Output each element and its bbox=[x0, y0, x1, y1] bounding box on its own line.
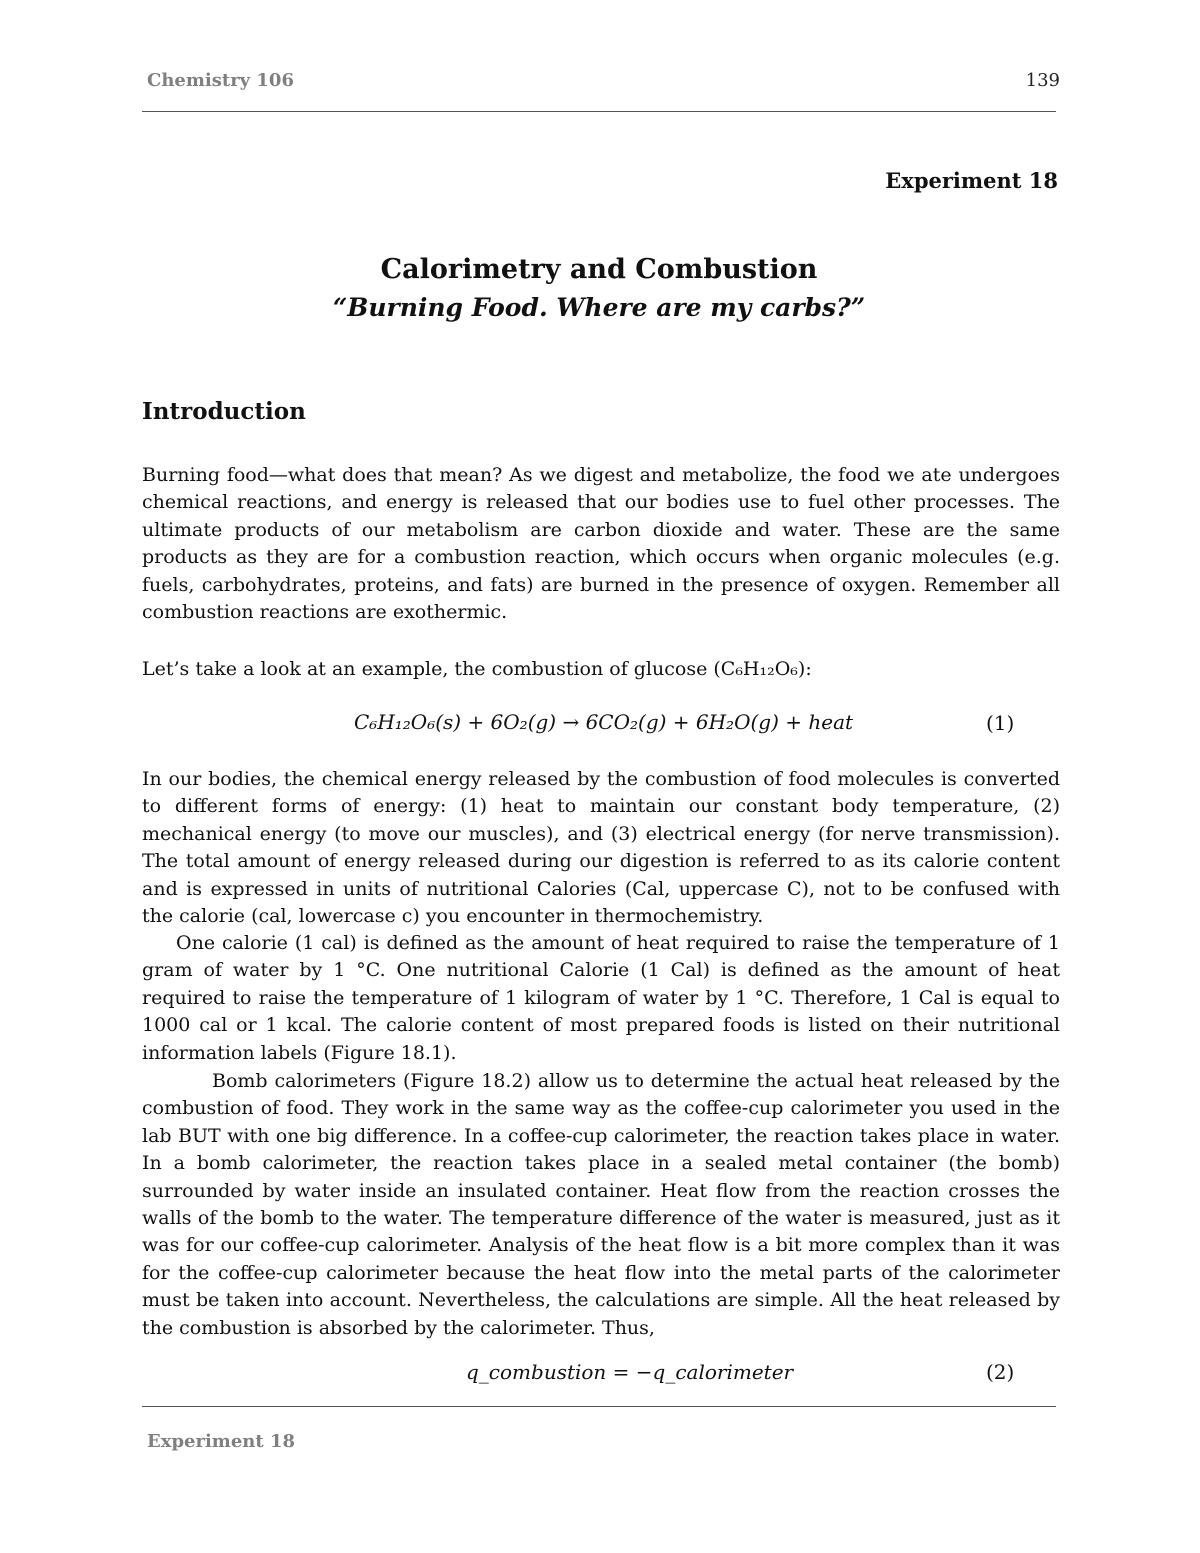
footer-rule bbox=[142, 1406, 1056, 1407]
equation-2-text: q_combustion = −q_calorimeter bbox=[466, 1360, 794, 1384]
equation-1-number: (1) bbox=[986, 711, 1015, 735]
document-title: Calorimetry and Combustion bbox=[380, 254, 818, 285]
equation-1 bbox=[354, 710, 853, 734]
paragraph-example: Let’s take a look at an example, the combustion of glucose (C₆H₁₂O₆): bbox=[142, 658, 812, 680]
paragraph-energy: In our bodies, the chemical energy released by the combustion of food molecules is converted to different forms of energy: (1) heat to maintain our constant body temperature, (2) mechanical energy (to move our muscles), and (3) electrical energy (for nerve transmission). The total amount of energy released during our digestion is referred to as its calorie content and is expressed in units of nutritional Calories (Cal, uppercase C), not to be confused with the calorie (cal, lowercase c) you encounter in thermochemistry. bbox=[142, 768, 1060, 928]
equation-2 bbox=[466, 1360, 793, 1384]
header-page-number: 139 bbox=[1025, 70, 1060, 91]
paragraph-calorie-definition: One calorie (1 cal) is defined as the amount of heat required to raise the temperature of 1 gram of water by 1 °C. One nutritional Calorie (1 Cal) is defined as the amount of heat required to raise the temperature of 1 kilogram of water by 1 °C. Therefore, 1 Cal is equal to 1000 cal or 1 kcal. The calorie content of most prepared foods is listed on their nutritional information labels (Figure 18.1). bbox=[142, 932, 1060, 1064]
paragraph-intro: Burning food—what does that mean? As we digest and metabolize, the food we ate undergoes chemical reactions, and energy is released that our bodies use to fuel other processes. The ultimate products of our metabolism are carbon dioxide and water. These are the same products as they are for a combustion reaction, which occurs when organic molecules (e.g. fuels, carbohydrates, proteins, and fats) are burned in the presence of oxygen. Remember all combustion reactions are exothermic. bbox=[142, 464, 1060, 624]
experiment-label: Experiment 18 bbox=[885, 168, 1058, 193]
document-subtitle: “Burning Food. Where are my carbs?” bbox=[332, 293, 866, 322]
header-course: Chemistry 106 bbox=[147, 70, 294, 91]
header-rule bbox=[142, 111, 1056, 112]
equation-1-text: C₆H₁₂O₆(s) + 6O₂(g) → 6CO₂(g) + 6H₂O(g) + heat bbox=[354, 710, 854, 734]
equation-2-number: (2) bbox=[986, 1360, 1015, 1384]
paragraph-bomb-calorimeter: Bomb calorimeters (Figure 18.2) allow us to determine the actual heat released by the combustion of food. They work in the same way as the coffee-cup calorimeter you used in the lab BUT with one big difference. In a coffee-cup calorimeter, the reaction takes place in water. In a bomb calorimeter, the reaction takes place in a sealed metal container (the bomb) surrounded by water inside an insulated container. Heat flow from the reaction crosses the walls of the bomb to the water. The temperature difference of the water is measured, just as it was for our coffee-cup calorimeter. Analysis of the heat flow is a bit more complex than it was for the coffee-cup calorimeter because the heat flow into the metal parts of the calorimeter must be taken into account. Nevertheless, the calculations are simple. All the heat released by the combustion is absorbed by the calorimeter. Thus, bbox=[142, 1070, 1060, 1339]
footer-label: Experiment 18 bbox=[147, 1431, 296, 1452]
section-heading: Introduction bbox=[142, 398, 306, 425]
